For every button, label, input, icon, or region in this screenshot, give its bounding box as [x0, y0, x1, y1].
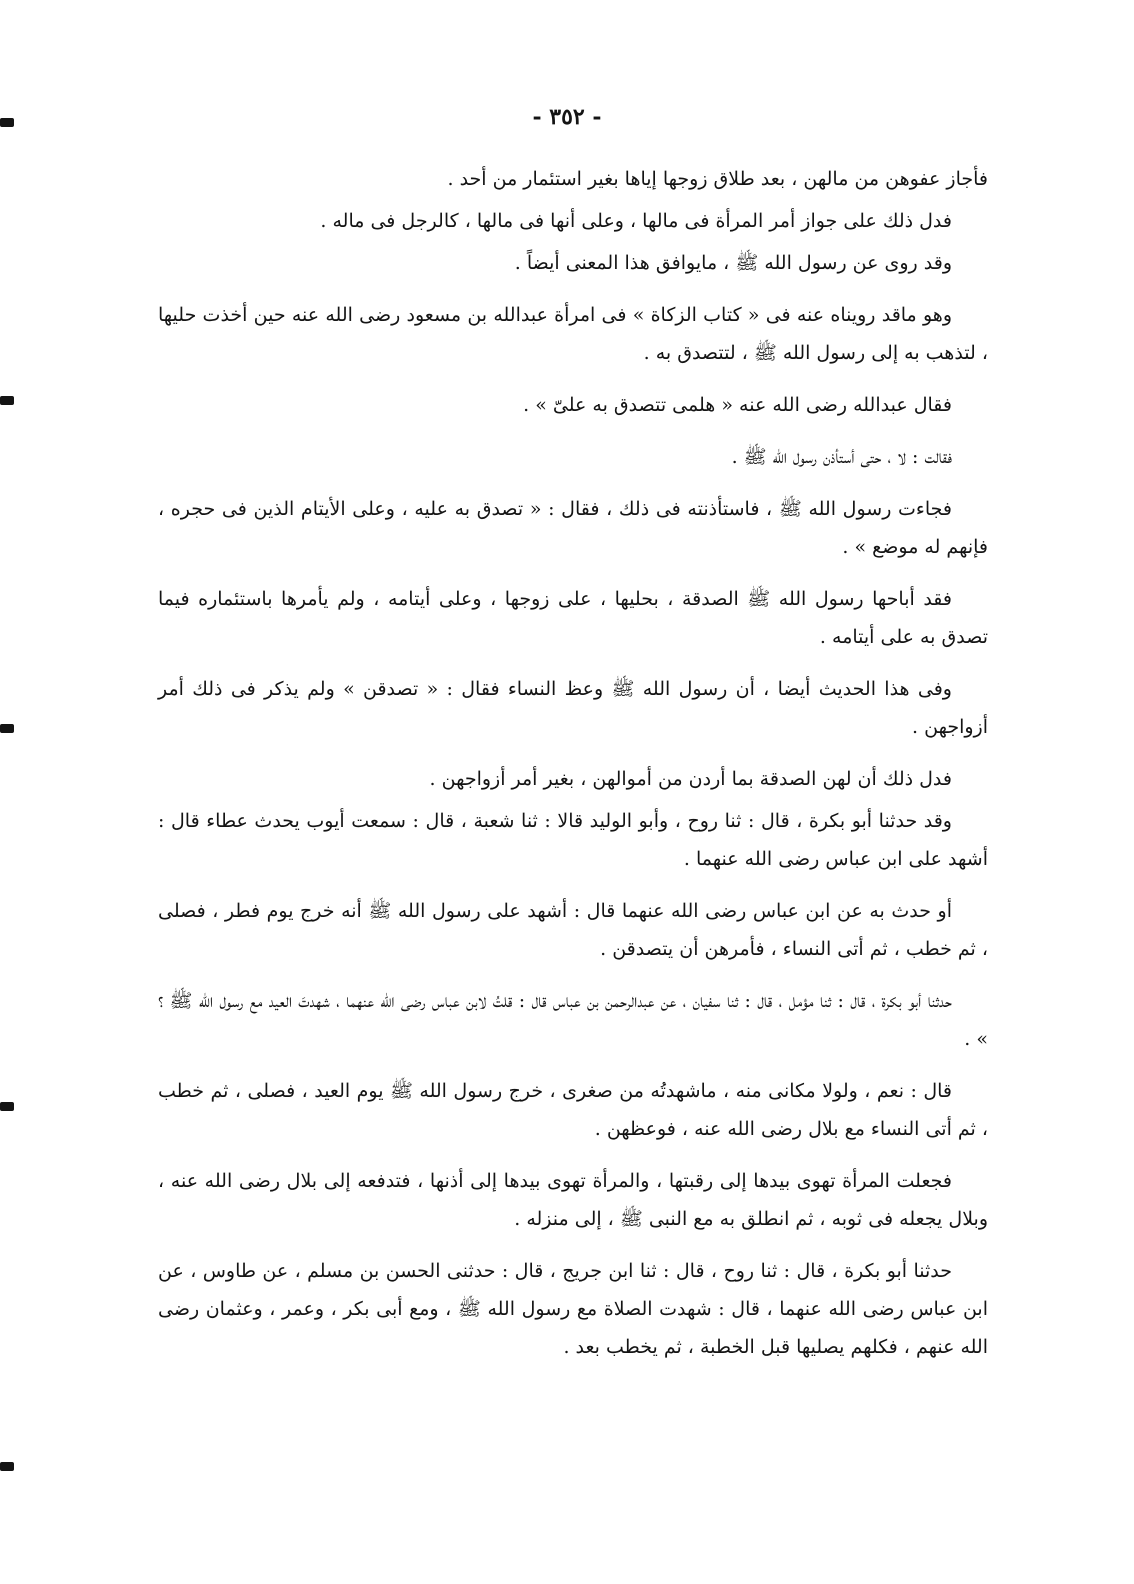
paragraph: فدل ذلك أن لهن الصدقة بما أردن من أموالهن ، بغير أمر أزواجهن . — [429, 768, 952, 790]
paragraph: وهو ماقد رويناه عنه فى « كتاب الزكاة » فى امرأة عبدالله بن مسعود رضى الله عنه حين أخذت حليها ، لتذهب به إلى رسول الله ﷺ ، لتتصدق به . — [158, 304, 988, 364]
margin-mark — [0, 396, 14, 405]
paragraph: أو حدث به عن ابن عباس رضى الله عنهما قال : أشهد على رسول الله ﷺ أنه خرج يوم فطر ، فصلى ، ثم خطب ، ثم أتى النساء ، فأمرهن أن يتصدقن . — [158, 900, 988, 960]
margin-mark — [0, 724, 14, 733]
page-number: - ٣٥٢ - — [532, 104, 602, 130]
margin-mark — [0, 1102, 14, 1111]
paragraph: فجاءت رسول الله ﷺ ، فاستأذنته فى ذلك ، فقال : « تصدق به عليه ، وعلى الأيتام الذين فى حجره ، فإنهم له موضع » . — [158, 498, 988, 558]
paragraph: قال : نعم ، ولولا مكانى منه ، ماشهدتُه من صغرى ، خرج رسول الله ﷺ يوم العيد ، فصلى ، ثم خطب ، ثم أتى النساء مع بلال رضى الله عنه ، فوعظهن . — [158, 1080, 988, 1140]
paragraph: وقد روى عن رسول الله ﷺ ، مايوافق هذا المعنى أيضاً . — [514, 252, 952, 274]
paragraph: وقد حدثنا أبو بكرة ، قال : ثنا روح ، وأبو الوليد قالا : ثنا شعبة ، قال : سمعت أيوب يحدث عطاء قال : أشهد على ابن عباس رضى الله عنهما . — [158, 810, 988, 870]
paragraph: فأجاز عفوهن من مالهن ، بعد طلاق زوجها إياها بغير استئمار من أحد . — [447, 168, 988, 190]
paragraph: فجعلت المرأة تهوى بيدها إلى رقبتها ، والمرأة تهوى بيدها إلى أذنها ، فتدفعه إلى بلال رضى الله عنه ، وبلال يجعله فى ثوبه ، ثم انطلق به مع النبى ﷺ ، إلى منزله . — [158, 1170, 988, 1230]
paragraph: حدثنا أبو بكرة ، قال : ثنا روح ، قال : ثنا ابن جريج ، قال : حدثنى الحسن بن مسلم ، عن طاوس ، عن ابن عباس رضى الله عنهما ، قال : شهدت الصلاة مع رسول الله ﷺ ، ومع أبى بكر ، وعمر ، وعثمان رضى الله عنهم ، فكلهم يصليها قبل الخطبة ، ثم يخطب بعد . — [158, 1260, 988, 1358]
paragraph: فقد أباحها رسول الله ﷺ الصدقة ، بحليها ، على زوجها ، وعلى أيتامه ، ولم يأمرها باستئماره فيما تصدق به على أيتامه . — [158, 588, 988, 648]
paragraph: فقالت : لا ، حتى أستأذن رسول الله ﷺ . — [731, 446, 952, 468]
paragraph: وفى هذا الحديث أيضا ، أن رسول الله ﷺ وعظ النساء فقال : « تصدقن » ولم يذكر فى ذلك أمر أزواجهن . — [158, 678, 988, 738]
paragraph: فدل ذلك على جواز أمر المرأة فى مالها ، وعلى أنها فى مالها ، كالرجل فى ماله . — [320, 210, 952, 232]
margin-mark — [0, 1462, 14, 1471]
page-text — [158, 160, 988, 1380]
margin-mark — [0, 118, 14, 127]
paragraph: حدثنا أبو بكرة ، قال : ثنا مؤمل ، قال : ثنا سفيان ، عن عبدالرحمن بن عباس قال : قلتُ لابن عباس رضى الله عنهما ، شهدتَ العيد مع رسول الله ﷺ ؟ » . — [158, 990, 988, 1050]
paragraph: فقال عبدالله رضى الله عنه « هلمى تتصدق به علىّ » . — [523, 394, 952, 416]
